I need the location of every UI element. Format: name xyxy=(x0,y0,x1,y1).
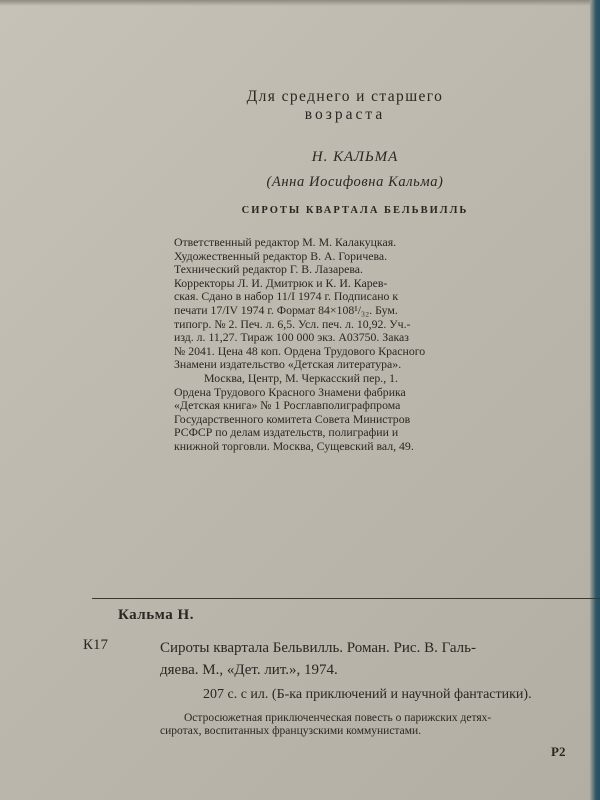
imprint-line: ская. Сдано в набор 11/I 1974 г. Подписано к xyxy=(174,289,399,304)
imprint-line: «Детская книга» № 1 Росглавполиграфпрома xyxy=(174,398,401,413)
book-title: СИРОТЫ КВАРТАЛА БЕЛЬВИЛЛЬ xyxy=(241,205,469,216)
imprint-line: Художественный редактор В. А. Горичева. xyxy=(174,248,388,263)
imprint-line: Ордена Трудового Красного Знамени фабрика xyxy=(174,384,406,399)
catalog-divider xyxy=(92,598,600,599)
imprint-line: Знамени издательство «Детская литература». xyxy=(174,357,402,372)
catalog-pages: 207 с. с ил. (Б-ка приключений и научной фантастики). xyxy=(203,687,532,702)
imprint-line: Ответственный редактор М. М. Калакуцкая. xyxy=(174,235,397,249)
page-top-shadow xyxy=(0,0,600,6)
catalog-annotation-line: сиротах, воспитанных французскими коммунистами. xyxy=(160,725,421,737)
author-full-name: (Анна Иосифовна Кальма) xyxy=(266,174,444,190)
imprint-line: РСФСР по делам издательств, полиграфии и xyxy=(174,425,399,440)
catalog-description-line: Сироты квартала Бельвилль. Роман. Рис. В. Галь- xyxy=(160,640,476,656)
imprint-line: изд. л. 11,27. Тираж 100 000 экз. А03750. Заказ xyxy=(174,330,409,345)
imprint-line: печати 17/IV 1974 г. Формат 84×108¹/₃₂. Бум. xyxy=(174,302,398,317)
imprint-line: № 2041. Цена 48 коп. Ордена Трудового Красного xyxy=(174,343,426,358)
imprint-line: Технический редактор Г. В. Лазарева. xyxy=(174,262,363,277)
imprint-line: Корректоры Л. И. Дмитрюк и К. И. Карев- xyxy=(174,275,388,290)
imprint-line: Государственного комитета Совета Министров xyxy=(174,411,411,426)
catalog-classification: Р2 xyxy=(551,744,566,759)
catalog-annotation xyxy=(160,712,580,738)
catalog-author: Кальма Н. xyxy=(118,607,194,623)
imprint-line: типогр. № 2. Печ. л. 6,5. Усл. печ. л. 10,92. Уч.- xyxy=(174,316,411,331)
imprint-block xyxy=(174,236,506,454)
audience-line-1: Для среднего и старшего xyxy=(246,88,444,105)
catalog-annotation-line: Остросюжетная приключенческая повесть о парижских детях- xyxy=(184,712,492,724)
imprint-line: книжной торговли. Москва, Сущевский вал, 49. xyxy=(174,438,414,453)
imprint-line: Москва, Центр, М. Черкасский пер., 1. xyxy=(204,370,398,385)
catalog-description xyxy=(160,637,580,681)
catalog-description-line: дяева. М., «Дет. лит.», 1974. xyxy=(160,662,338,678)
catalog-code: К17 xyxy=(83,637,109,653)
audience-line-2: возраста xyxy=(304,106,386,123)
author-short: Н. КАЛЬМА xyxy=(311,149,399,165)
